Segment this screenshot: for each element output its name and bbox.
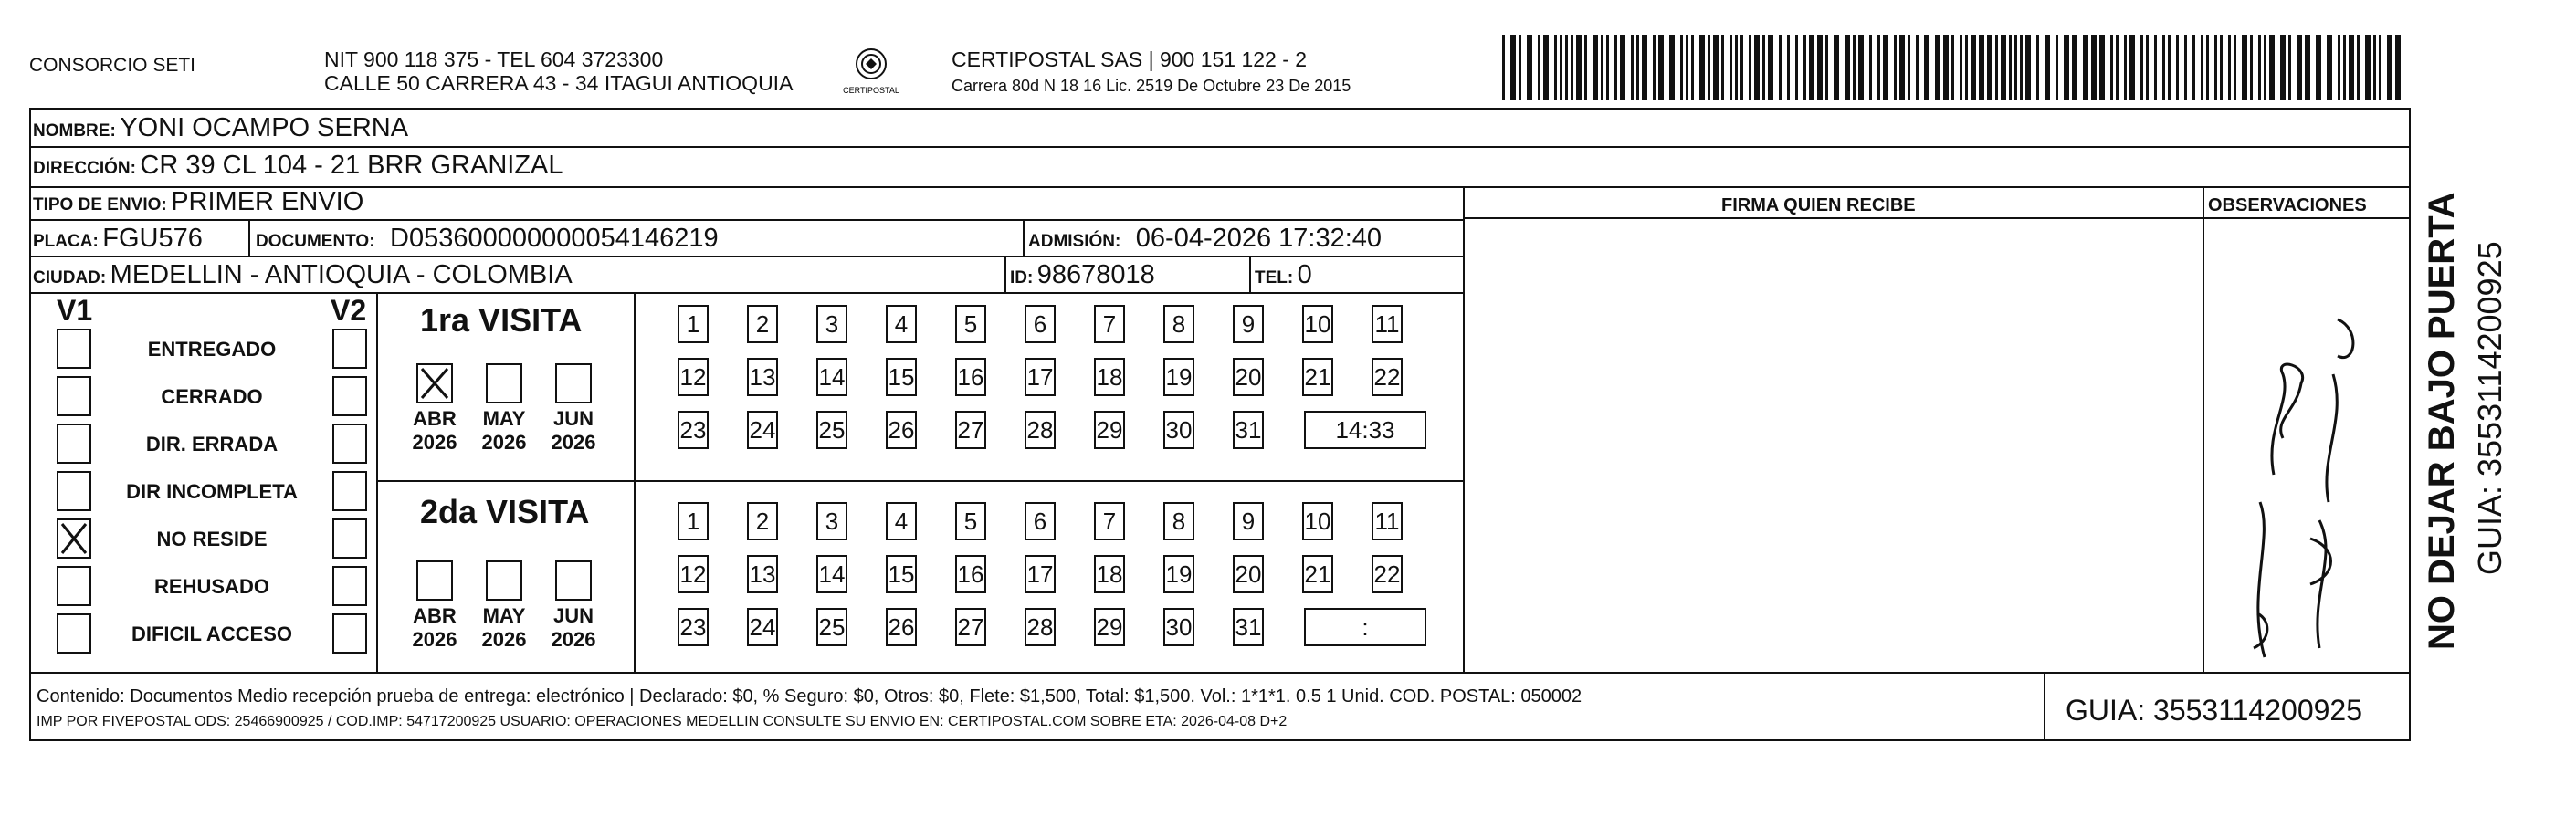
second-visit-day-box[interactable]: 29 [1094,608,1125,646]
barcode-bar [1825,35,1828,100]
second-visit-day-box[interactable]: 16 [955,555,986,593]
address-line: CALLE 50 CARRERA 43 - 34 ITAGUI ANTIOQUIA [324,71,794,95]
barcode-bar [2014,35,2017,100]
first-visit-day-box[interactable]: 18 [1094,358,1125,396]
barcode-bar [1653,35,1656,100]
barcode-bar [2154,35,2157,100]
barcode-bar [2250,35,2253,100]
second-visit-day-box[interactable]: 6 [1025,502,1056,540]
checklist-item-label: REHUSADO [154,575,269,598]
first-visit-day-box[interactable]: 12 [678,358,709,396]
first-visit-month-name: JUN [552,407,594,430]
barcode-bar [1899,35,1905,100]
nit-line: NIT 900 118 375 - TEL 604 3723300 [324,47,664,71]
documento-value: D053600000000054146219 [390,224,719,253]
documento-row [256,225,719,256]
barcode-bar [2305,35,2310,100]
barcode-bar [2036,35,2039,100]
barcode-bar [2234,35,2236,100]
tel-label: TEL: [1255,268,1294,288]
barcode-bar [2140,35,2143,100]
first-visit-day-box[interactable]: 6 [1025,305,1056,343]
ciudad-row [33,261,573,293]
second-visit-month-box[interactable] [486,560,522,601]
barcode-bar [1853,35,1856,100]
second-visit-day-box[interactable]: 25 [816,608,847,646]
tel-row [1255,261,1312,293]
v1-checkbox[interactable] [57,329,91,369]
second-visit-day-box[interactable]: 2 [747,502,778,540]
first-visit-day-box[interactable]: 26 [886,411,917,449]
first-visit-month-box[interactable] [416,363,453,403]
admision-value: 06-04-2026 17:32:40 [1135,224,1383,253]
v1-label: V1 [57,294,93,327]
barcode-bar [2297,35,2302,100]
no-dejar-side-text: NO DEJAR BAJO PUERTA [2422,192,2462,650]
barcode-bar [1908,35,1910,100]
second-visit-day-box[interactable]: 12 [678,555,709,593]
placa-value: FGU576 [102,224,203,253]
barcode-bar [2373,35,2376,100]
second-visit-day-box[interactable]: 31 [1233,608,1264,646]
v2-label: V2 [331,294,367,327]
second-visit-day-box[interactable]: 27 [955,608,986,646]
second-visit-day-box[interactable]: 1 [678,502,709,540]
barcode-bar [1869,35,1872,100]
second-visit-time-box[interactable]: : [1304,608,1426,646]
barcode-bar [1669,35,1675,100]
first-visit-day-box[interactable]: 10 [1302,305,1333,343]
second-visit-day-box[interactable]: 23 [678,608,709,646]
barcode-bar [1779,35,1782,100]
v1-checkbox[interactable] [57,376,91,416]
second-visit-month-year: 2026 [551,628,596,651]
first-visit-day-box[interactable]: 5 [955,305,986,343]
first-visit-time-box[interactable]: 14:33 [1304,411,1426,449]
second-visit-day-box[interactable]: 15 [886,555,917,593]
tipo-value: PRIMER ENVIO [171,187,364,216]
barcode-bar [2316,35,2321,100]
barcode-bar [1554,35,1557,100]
id-value: 98678018 [1036,260,1155,289]
ciudad-label: CIUDAD: [33,268,107,288]
v2-checkbox[interactable] [332,471,367,511]
v2-checkbox[interactable] [332,613,367,654]
barcode-bar [2269,35,2275,100]
first-visit-day-box[interactable]: 3 [816,305,847,343]
handwritten-observation [2210,265,2402,666]
second-visit-day-box[interactable]: 24 [747,608,778,646]
barcode-bar [2083,35,2088,100]
second-visit-title: 2da VISITA [420,493,590,530]
first-visit-title: 1ra VISITA [420,301,583,339]
barcode-bar [1795,35,1798,100]
first-visit-day-box[interactable]: 25 [816,411,847,449]
footer-contenido: Contenido: Documentos Medio recepción prueba de entrega: electrónico | Declarado: $0, % Seguro: $0, Otros: $0, Flete: $1,500, Total: $1,500. Vol.: 1*1*1. 0.5 1 Unid. COD. POSTAL: 050002 [37,686,1582,707]
observaciones-header: OBSERVACIONES [2208,195,2367,215]
barcode-bar [2201,35,2203,100]
second-visit-day-box[interactable]: 5 [955,502,986,540]
barcode-bar [1754,35,1760,100]
barcode-bar [1642,35,1647,100]
first-visit-day-box[interactable]: 14 [816,358,847,396]
barcode-bar [1883,35,1888,100]
barcode-bar [1686,35,1688,100]
second-visit-month-name: JUN [552,604,594,627]
first-visit-month-box[interactable] [555,363,592,403]
barcode-bar [1713,35,1719,100]
second-visit-day-box[interactable]: 8 [1163,502,1194,540]
first-visit-day-box[interactable]: 1 [678,305,709,343]
barcode-bar [2162,35,2165,100]
barcode-bar [1658,35,1664,100]
barcode-bar [2146,35,2149,100]
first-visit-month-year: 2026 [412,431,457,454]
direccion-value: CR 39 CL 104 - 21 BRR GRANIZAL [140,151,563,180]
first-visit-day-box[interactable]: 30 [1163,411,1194,449]
first-visit-day-box[interactable]: 15 [886,358,917,396]
barcode-bar [1527,35,1532,100]
second-visit-day-box[interactable]: 19 [1163,555,1194,593]
barcode-bar [2056,35,2058,100]
id-row [1010,261,1155,293]
second-visit-day-box[interactable]: 22 [1372,555,1403,593]
first-visit-month-year: 2026 [551,431,596,454]
tel-value: 0 [1297,260,1312,289]
barcode-bar [1691,35,1694,100]
second-visit-day-box[interactable]: 10 [1302,502,1333,540]
first-visit-month-box[interactable] [486,363,522,403]
first-visit-month-year: 2026 [481,431,527,454]
barcode-bar [1510,35,1516,100]
second-visit-day-box[interactable]: 7 [1094,502,1125,540]
barcode-bar [1916,35,1919,100]
barcode-bar [1762,35,1765,100]
second-visit-day-box[interactable]: 13 [747,555,778,593]
certipostal-line: CERTIPOSTAL SAS | 900 151 122 - 2 [952,47,1308,71]
first-visit-month-name: MAY [482,407,526,430]
tipo-label: TIPO DE ENVIO: [33,195,167,215]
checklist-item-label: CERRADO [161,385,263,408]
v2-checkbox[interactable] [332,424,367,464]
check-mark-icon [418,365,451,402]
barcode-bar [2387,35,2392,100]
second-visit-month-year: 2026 [412,628,457,651]
barcode-bar [2379,35,2381,100]
barcode-bar [2184,35,2187,100]
v2-checkbox[interactable] [332,376,367,416]
barcode-bar [2206,35,2209,100]
first-visit-day-box[interactable]: 28 [1025,411,1056,449]
barcode-bar [2242,35,2247,100]
barcode-bar [1740,35,1743,100]
barcode-bar [2280,35,2286,100]
guia-side-text: GUIA: 3553114200925 [2471,241,2508,575]
second-visit-day-box[interactable]: 11 [1372,502,1403,540]
first-visit-day-box[interactable]: 29 [1094,411,1125,449]
direccion-row [33,152,563,183]
barcode-bar [1538,35,1540,100]
barcode-bar [2129,35,2135,100]
barcode-bar [2264,35,2266,100]
second-visit-day-box[interactable]: 28 [1025,608,1056,646]
first-visit-day-box[interactable]: 31 [1233,411,1264,449]
barcode-bar [1960,35,1962,100]
barcode-bar [1543,35,1549,100]
second-visit-month-name: ABR [413,604,457,627]
barcode-bar [1858,35,1864,100]
barcode-bar [2091,35,2097,100]
certipostal-address: Carrera 80d N 18 16 Lic. 2519 De Octubre 23 De 2015 [952,77,1351,95]
admision-row [1028,225,1382,256]
second-visit-day-box[interactable]: 20 [1233,555,1264,593]
nombre-value: YONI OCAMPO SERNA [120,113,409,142]
firma-header: FIRMA QUIEN RECIBE [1721,195,1916,215]
first-visit-month-name: ABR [413,407,457,430]
barcode-bar [1768,35,1773,100]
first-visit-day-box[interactable]: 21 [1302,358,1333,396]
second-visit-day-box[interactable]: 30 [1163,608,1194,646]
second-visit-month-name: MAY [482,604,526,627]
v1-checkbox[interactable] [57,424,91,464]
first-visit-day-box[interactable]: 7 [1094,305,1125,343]
barcode-bar [2025,35,2031,100]
first-visit-day-box[interactable]: 17 [1025,358,1056,396]
footer-imp: IMP POR FIVEPOSTAL ODS: 25466900925 / COD.IMP: 54717200925 USUARIO: OPERACIONES MEDELLIN CONSULTE SU ENVIO EN: CERTIPOSTAL.COM SOBRE ETA: 2026-04-08 D+2 [37,714,1288,729]
barcode-bar [1593,35,1598,100]
admision-label: ADMISIÓN: [1028,232,1121,251]
barcode-bar [1721,35,1724,100]
barcode-bar [1576,35,1582,100]
barcode-bar [1924,35,1929,100]
barcode-bar [1502,35,1505,100]
barcode-bar [1620,35,1625,100]
logo-text: CERTIPOSTAL [843,86,899,95]
barcode-bar [2214,35,2217,100]
barcode-bar [2072,35,2077,100]
barcode-bar [1817,35,1823,100]
placa-label: PLACA: [33,232,99,251]
check-mark-icon [58,520,89,557]
barcode-bar [1730,35,1732,100]
checklist-item-label: NO RESIDE [156,528,268,550]
tipo-row [33,188,363,220]
checklist-item-label: DIR. ERRADA [145,433,279,455]
barcode-bar [2228,35,2231,100]
barcode-bar [1787,35,1790,100]
barcode-bar [2349,35,2354,100]
checklist-item-label: DIR INCOMPLETA [126,480,298,503]
barcode-bar [2124,35,2127,100]
barcode-bar [2220,35,2223,100]
checklist-item-label: DIFICIL ACCESO [131,623,292,645]
barcode-bar [1809,35,1814,100]
second-visit-month-year: 2026 [481,628,527,651]
barcode-bar [1971,35,1976,100]
ciudad-value: MEDELLIN - ANTIOQUIA - COLOMBIA [110,260,573,289]
certipostal-logo [836,46,907,99]
v2-checkbox[interactable] [332,518,367,559]
v1-checkbox[interactable] [57,566,91,606]
barcode-bar [2258,35,2261,100]
first-visit-day-box[interactable]: 4 [886,305,917,343]
form-main-area [29,108,2411,674]
barcode-bar [1584,35,1587,100]
barcode-bar [1735,35,1738,100]
second-visit-day-box[interactable]: 14 [816,555,847,593]
barcode-bar [1614,35,1617,100]
first-visit-day-box[interactable]: 22 [1372,358,1403,396]
barcode-bar [1965,35,1968,100]
first-visit-day-box[interactable]: 8 [1163,305,1194,343]
barcode-bar [1571,35,1573,100]
second-visit-day-box[interactable]: 26 [886,608,917,646]
barcode-bar [1935,35,1940,100]
v1-checkbox[interactable] [57,613,91,654]
second-visit-day-box[interactable]: 17 [1025,555,1056,593]
barcode-bar [1834,35,1839,100]
barcode [1502,35,2415,100]
barcode-bar [1995,35,1998,100]
first-visit-day-box[interactable]: 2 [747,305,778,343]
barcode-bar [1845,35,1850,100]
nombre-row [33,114,408,146]
barcode-bar [1636,35,1639,100]
company-name: CONSORCIO SETI [29,55,196,76]
barcode-bar [1951,35,1954,100]
barcode-bar [2327,35,2332,100]
footer-guia: GUIA: 3553114200925 [2066,694,2362,727]
first-visit-day-box[interactable]: 13 [747,358,778,396]
barcode-bar [2020,35,2023,100]
barcode-bar [1749,35,1751,100]
second-visit-month-box[interactable] [555,560,592,601]
direccion-label: DIRECCIÓN: [33,159,136,178]
barcode-bar [2338,35,2340,100]
barcode-bar [1803,35,1806,100]
barcode-bar [2009,35,2012,100]
barcode-bar [2064,35,2069,100]
first-visit-day-box[interactable]: 19 [1163,358,1194,396]
barcode-bar [1565,35,1568,100]
v2-checkbox[interactable] [332,329,367,369]
v2-checkbox[interactable] [332,566,367,606]
second-visit-month-box[interactable] [416,560,453,601]
barcode-bar [1631,35,1634,100]
barcode-bar [1943,35,1949,100]
second-visit-day-box[interactable]: 4 [886,502,917,540]
checklist-item-label: ENTREGADO [147,338,277,361]
barcode-bar [2110,35,2113,100]
second-visit-day-box[interactable]: 9 [1233,502,1264,540]
barcode-bar [2045,35,2050,100]
first-visit-day-box[interactable]: 27 [955,411,986,449]
placa-row [33,225,203,256]
barcode-bar [2116,35,2119,100]
barcode-bar [2395,35,2401,100]
first-visit-day-box[interactable]: 20 [1233,358,1264,396]
second-visit-day-box[interactable]: 21 [1302,555,1333,593]
barcode-bar [2176,35,2179,100]
second-visit-day-box[interactable]: 18 [1094,555,1125,593]
first-visit-day-box[interactable]: 11 [1372,305,1403,343]
barcode-bar [1519,35,1521,100]
barcode-bar [2001,35,2006,100]
barcode-bar [2099,35,2105,100]
barcode-bar [2288,35,2291,100]
barcode-bar [2343,35,2346,100]
barcode-bar [1601,35,1603,100]
id-label: ID: [1010,268,1034,288]
barcode-bar [1680,35,1683,100]
first-visit-day-box[interactable]: 9 [1233,305,1264,343]
barcode-bar [1560,35,1562,100]
v1-checkbox[interactable] [57,518,91,559]
first-visit-day-box[interactable]: 24 [747,411,778,449]
barcode-bar [1606,35,1609,100]
barcode-bar [1877,35,1880,100]
barcode-bar [1987,35,1992,100]
barcode-bar [2168,35,2171,100]
barcode-bar [1708,35,1710,100]
barcode-bar [2357,35,2360,100]
v1-checkbox[interactable] [57,471,91,511]
documento-label: DOCUMENTO: [256,232,375,251]
barcode-bar [1699,35,1705,100]
barcode-bar [2192,35,2195,100]
barcode-bar [1979,35,1984,100]
first-visit-day-box[interactable]: 16 [955,358,986,396]
barcode-bar [2365,35,2371,100]
barcode-bar [1894,35,1897,100]
first-visit-day-box[interactable]: 23 [678,411,709,449]
nombre-label: NOMBRE: [33,121,116,141]
second-visit-day-box[interactable]: 3 [816,502,847,540]
